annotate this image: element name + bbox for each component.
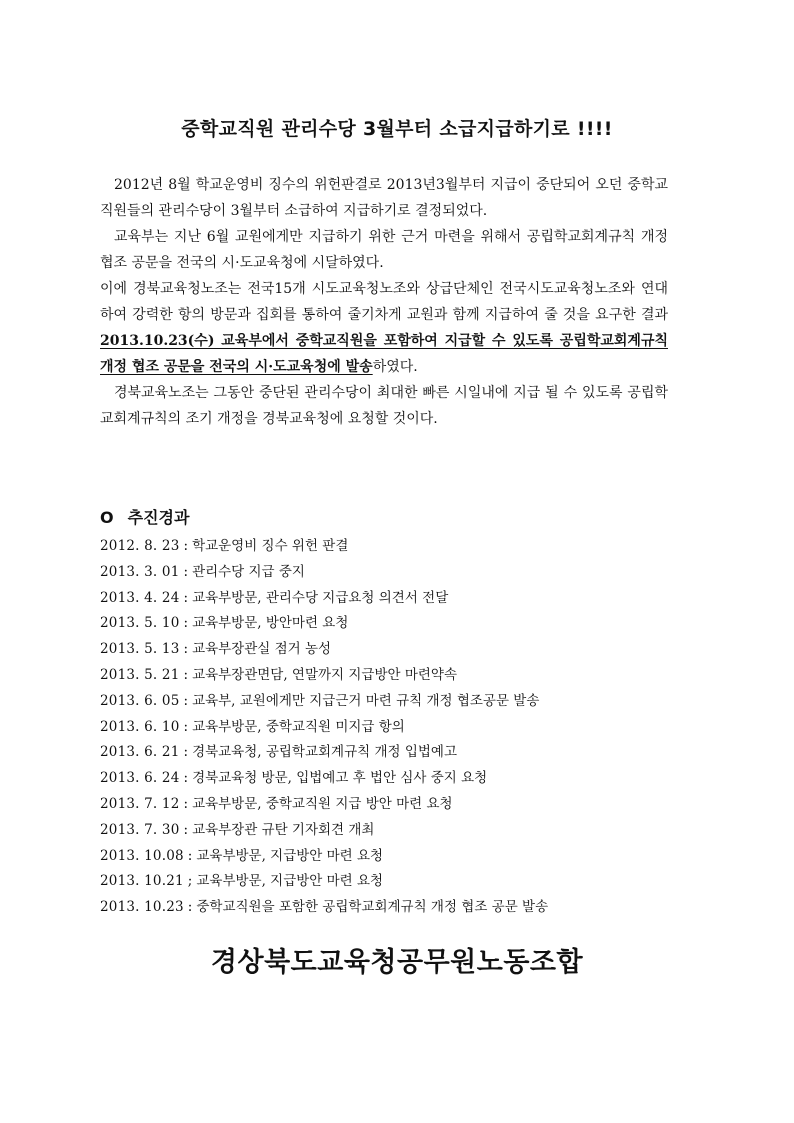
timeline-text: 교육부방문, 지급방안 마련 요청 bbox=[196, 873, 384, 890]
timeline-separator: : bbox=[183, 563, 189, 580]
timeline-date: 2013. 4. 24 bbox=[100, 589, 180, 606]
paragraph-3-tail: 하였다. bbox=[372, 359, 418, 375]
timeline-date: 2013. 7. 12 bbox=[100, 795, 180, 812]
timeline-separator: : bbox=[183, 744, 189, 761]
timeline-item bbox=[100, 534, 680, 560]
timeline-text: 교육부, 교원에게만 지급근거 마련 규칙 개정 협조공문 발송 bbox=[192, 692, 540, 709]
timeline-text: 관리수당 지급 중지 bbox=[192, 563, 305, 580]
timeline-item bbox=[100, 663, 680, 689]
timeline-item bbox=[100, 611, 680, 637]
organization-name: 경상북도교육청공무원노동조합 bbox=[210, 947, 584, 978]
timeline-separator: : bbox=[183, 770, 189, 787]
timeline-date: 2013. 6. 21 bbox=[100, 744, 180, 761]
timeline-text: 학교운영비 징수 위헌 판결 bbox=[192, 538, 349, 554]
paragraph-2: 교육부는 지난 6월 교원에게만 지급하기 위한 근거 마련을 위해서 공립학교회계규칙 개정 협조 공문을 전국의 시·도교육청에 시달하였다. bbox=[100, 229, 668, 271]
section-bullet: O bbox=[100, 508, 114, 527]
timeline-text: 교육부장관면담, 연말까지 지급방안 마련약속 bbox=[192, 666, 458, 683]
timeline-date: 2013. 6. 05 bbox=[100, 692, 180, 709]
timeline-item bbox=[100, 715, 680, 741]
timeline-date: 2013. 10.08 bbox=[100, 847, 184, 864]
timeline-separator: : bbox=[187, 847, 193, 864]
timeline-text: 교육부방문, 관리수당 지급요청 의견서 전달 bbox=[192, 589, 449, 606]
timeline-separator: : bbox=[183, 666, 189, 683]
timeline-text: 교육부장관 규탄 기자회견 개최 bbox=[192, 821, 375, 838]
timeline-text: 경북교육청, 공립학교회계규칙 개정 입법예고 bbox=[192, 744, 458, 761]
page-title: 중학교직원 관리수당 3월부터 소급지급하기로 !!!! bbox=[181, 118, 613, 140]
timeline-text: 교육부장관실 점거 농성 bbox=[192, 641, 332, 658]
timeline-text: 교육부방문, 방안마련 요청 bbox=[192, 615, 349, 632]
timeline-separator: ; bbox=[187, 873, 193, 890]
timeline-date: 2013. 5. 21 bbox=[100, 666, 180, 683]
timeline-date: 2013. 5. 13 bbox=[100, 641, 180, 658]
timeline-date: 2013. 6. 24 bbox=[100, 770, 180, 787]
paragraph-4: 경북교육노조는 그동안 중단된 관리수당이 최대한 빠른 시일내에 지급 될 수 있도록 공립학교회계규칙의 조기 개정을 경북교육청에 요청할 것이다. bbox=[100, 385, 668, 427]
timeline-date: 2013. 10.23 bbox=[100, 899, 184, 916]
timeline-item bbox=[100, 586, 680, 612]
timeline-date: 2013. 3. 01 bbox=[100, 563, 180, 580]
timeline-separator: : bbox=[183, 795, 189, 812]
timeline-separator: : bbox=[183, 615, 189, 632]
timeline-separator: : bbox=[187, 899, 193, 916]
timeline-item bbox=[100, 740, 680, 766]
timeline-date: 2012. 8. 23 bbox=[100, 538, 180, 554]
timeline-item bbox=[100, 689, 680, 715]
timeline-date: 2013. 7. 30 bbox=[100, 821, 180, 838]
section-heading bbox=[100, 505, 189, 528]
paragraph-1: 2012년 8월 학교운영비 징수의 위헌판결로 2013년3월부터 지급이 중단되어 오던 중학교직원들의 관리수당이 3월부터 소급하여 지급하기로 결정되었다. bbox=[100, 177, 668, 219]
timeline-text: 경북교육청 방문, 입법예고 후 법안 심사 중지 요청 bbox=[192, 770, 488, 787]
timeline-item bbox=[100, 637, 680, 663]
paragraph-3-emphasis: 2013.10.23(수) 교육부에서 중학교직원을 포함하여 지급할 수 있도록 공립학교회계규칙 개정 협조 공문을 전국의 시·도교육청에 발송 bbox=[100, 333, 668, 375]
timeline-date: 2013. 6. 10 bbox=[100, 718, 180, 735]
timeline-separator: : bbox=[183, 641, 189, 658]
timeline-list bbox=[100, 534, 680, 921]
timeline-item bbox=[100, 766, 680, 792]
paragraph-3 bbox=[100, 276, 668, 380]
timeline-item bbox=[100, 560, 680, 586]
timeline-text: 교육부방문, 지급방안 마련 요청 bbox=[196, 847, 384, 864]
timeline-text: 중학교직원을 포함한 공립학교회계규칙 개정 협조 공문 발송 bbox=[196, 899, 549, 916]
timeline-separator: : bbox=[183, 589, 189, 606]
timeline-item bbox=[100, 792, 680, 818]
timeline-date: 2013. 5. 10 bbox=[100, 615, 180, 632]
body-text bbox=[100, 172, 668, 432]
timeline-separator: : bbox=[183, 821, 189, 838]
timeline-separator: : bbox=[183, 692, 189, 709]
timeline-text: 교육부방문, 중학교직원 지급 방안 마련 요청 bbox=[192, 795, 453, 812]
timeline-item bbox=[100, 818, 680, 844]
section-heading-text: 추진경과 bbox=[127, 508, 190, 527]
timeline-item bbox=[100, 895, 680, 921]
timeline-date: 2013. 10.21 bbox=[100, 873, 184, 890]
paragraph-3-lead: 이에 경북교육청노조는 전국15개 시도교육청노조와 상급단체인 전국시도교육청노조와 연대하여 강력한 항의 방문과 집회를 통하여 줄기차게 교원과 함께 지급하여 줄 것을 요구한 결과 bbox=[100, 281, 668, 323]
timeline-separator: : bbox=[183, 718, 189, 735]
timeline-separator: : bbox=[183, 538, 189, 554]
timeline-item bbox=[100, 869, 680, 895]
timeline-item bbox=[100, 844, 680, 870]
timeline-text: 교육부방문, 중학교직원 미지급 항의 bbox=[192, 718, 405, 735]
